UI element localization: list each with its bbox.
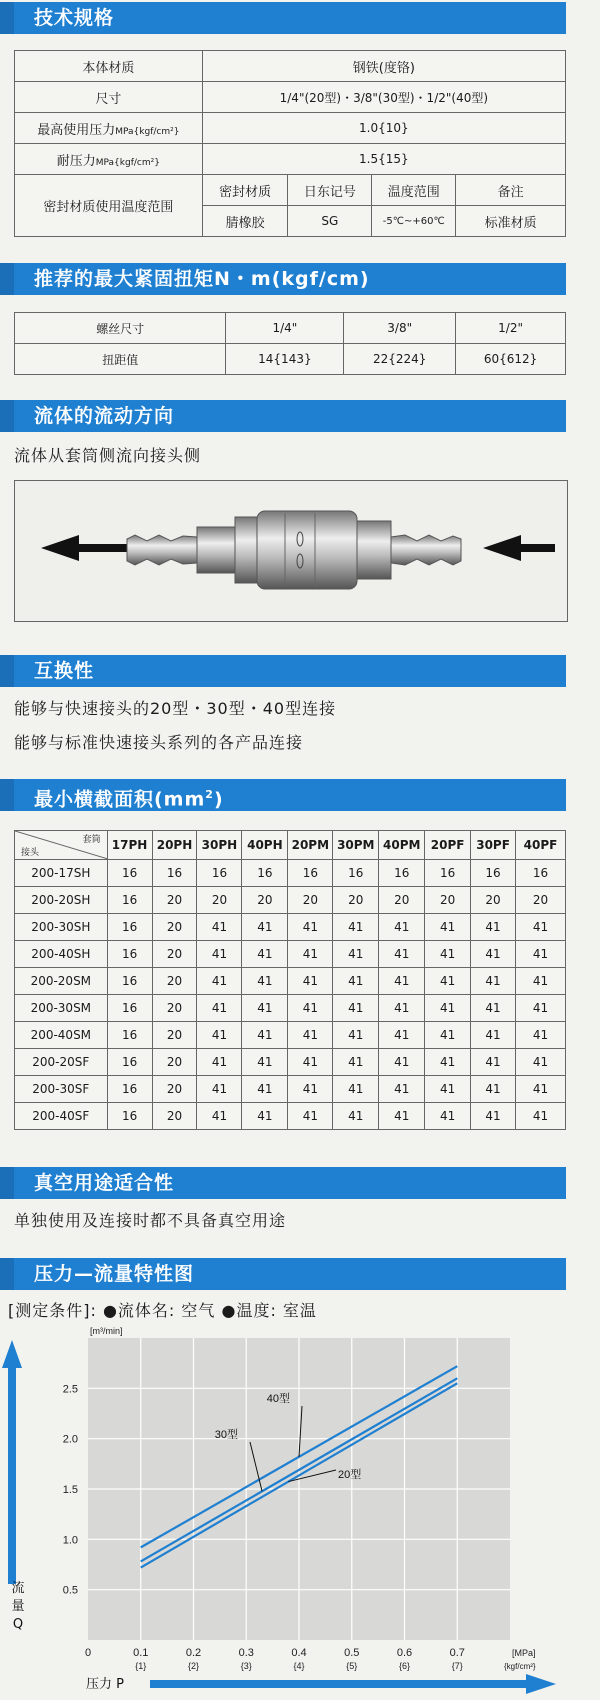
x-axis-arrow-shaft — [150, 1680, 530, 1688]
torque-table — [14, 312, 566, 375]
torque-size: 1/2" — [456, 313, 566, 344]
x-tick-label: 0.3 — [238, 1647, 254, 1659]
x-tick-label: 0.1 — [133, 1647, 149, 1659]
table-cell: 41 — [425, 1022, 471, 1049]
y-axis-arrow-shaft — [8, 1364, 16, 1584]
table-cell: 20 — [288, 887, 333, 914]
seal-value: -5℃~+60℃ — [372, 206, 456, 237]
table-cell: 41 — [425, 1103, 471, 1130]
y-axis-label-char: 量 — [11, 1599, 25, 1614]
table-cell: 41 — [197, 1076, 242, 1103]
row-label: 200-20SH — [15, 887, 108, 914]
table-cell: 41 — [288, 968, 333, 995]
table-cell: 16 — [242, 860, 288, 887]
x-axis-label: 压力 P — [86, 1677, 124, 1692]
x-unit-label: [MPa] — [512, 1648, 536, 1658]
table-row — [15, 1076, 566, 1103]
table-cell: 16 — [107, 968, 152, 995]
section-header-min-area — [0, 779, 566, 811]
min-area-body — [15, 860, 566, 1130]
table-cell: 16 — [107, 1022, 152, 1049]
table-cell: 41 — [425, 941, 471, 968]
table-cell: 41 — [471, 914, 516, 941]
table-row — [15, 344, 566, 375]
table-cell: 41 — [425, 995, 471, 1022]
table-cell: 41 — [242, 941, 288, 968]
vacuum-text: 单独使用及连接时都不具备真空用途 — [14, 1211, 287, 1230]
pressure-flow-chart — [0, 1320, 600, 1700]
table-cell: 20 — [152, 1103, 197, 1130]
series-label: 20型 — [338, 1469, 362, 1481]
table-cell: 41 — [516, 995, 566, 1022]
series-label: 30型 — [214, 1429, 238, 1441]
coupler-icon — [127, 511, 461, 589]
y-tick-label: 2.0 — [62, 1433, 78, 1446]
corner-bottom-label: 接头 — [21, 848, 40, 858]
section-header-flow — [0, 400, 566, 432]
table-cell: 41 — [516, 1049, 566, 1076]
torque-size: 3/8" — [344, 313, 456, 344]
x-tick-label: 0.2 — [185, 1647, 202, 1659]
table-cell: 41 — [333, 914, 379, 941]
table-cell: 41 — [288, 995, 333, 1022]
column-header: 30PM — [333, 831, 379, 860]
table-cell: 41 — [197, 1103, 242, 1130]
x-tick-sub-label: {6} — [398, 1661, 411, 1671]
section-title-tail: ) — [213, 788, 224, 811]
row-label: 200-17SH — [15, 860, 108, 887]
table-cell: 16 — [107, 941, 152, 968]
spec-maxp-unit: MPa{kgf/cm²} — [115, 126, 180, 137]
section-title-sup: 2 — [205, 788, 214, 801]
table-cell: 41 — [288, 1049, 333, 1076]
y-unit-label: [m³/min] — [90, 1326, 123, 1336]
min-area-table — [14, 830, 566, 1130]
table-cell: 20 — [152, 968, 197, 995]
torque-row-label: 扭距值 — [15, 344, 226, 375]
row-label: 200-30SF — [15, 1076, 108, 1103]
column-header: 17PH — [107, 831, 152, 860]
table-cell: 20 — [152, 941, 197, 968]
table-cell: 41 — [242, 1103, 288, 1130]
table-cell: 41 — [516, 1022, 566, 1049]
table-header-row — [15, 831, 566, 860]
x-tick-sub-label: {7} — [451, 1661, 463, 1671]
corner-top-label: 套筒 — [82, 835, 101, 845]
table-cell: 16 — [516, 860, 566, 887]
row-label: 200-40SF — [15, 1103, 108, 1130]
table-row — [15, 860, 566, 887]
x-tick-label: 0 — [84, 1647, 92, 1659]
flow-diagram — [14, 480, 568, 622]
table-cell: 41 — [333, 1103, 379, 1130]
table-cell: 41 — [379, 941, 425, 968]
spec-maxp-label: 最高使用压力 — [37, 122, 116, 138]
table-cell: 16 — [152, 860, 197, 887]
x-tick-label: 0.5 — [344, 1647, 360, 1659]
section-header-torque — [0, 263, 566, 295]
spec-proof-label: 耐压力 — [56, 153, 96, 169]
table-cell: 41 — [197, 941, 242, 968]
x-tick-sub-label: {1} — [135, 1661, 147, 1671]
table-cell: 41 — [288, 1103, 333, 1130]
table-cell: 41 — [471, 1076, 516, 1103]
table-cell: 41 — [425, 1076, 471, 1103]
x-tick-sub-label: {5} — [346, 1661, 358, 1671]
table-cell: 41 — [333, 941, 379, 968]
table-cell: 41 — [516, 914, 566, 941]
table-cell: 41 — [333, 1022, 379, 1049]
table-cell: 41 — [471, 995, 516, 1022]
table-cell: 16 — [107, 995, 152, 1022]
y-tick-label: 0.5 — [62, 1584, 78, 1597]
table-cell: 20 — [152, 995, 197, 1022]
table-cell: 16 — [333, 860, 379, 887]
spec-maxp-value: 1.0{10} — [202, 113, 565, 144]
interchange-line-2: 能够与标准快速接头系列的各产品连接 — [14, 733, 304, 752]
coupler-illustration — [15, 481, 567, 621]
table-cell: 41 — [425, 1049, 471, 1076]
y-axis-label-char: 流 — [11, 1581, 25, 1596]
spec-body-label: 本体材质 — [15, 51, 203, 82]
table-cell: 41 — [516, 1076, 566, 1103]
x-tick-sub-label: {2} — [187, 1661, 200, 1671]
table-cell: 41 — [288, 914, 333, 941]
table-cell: 20 — [516, 887, 566, 914]
table-row — [15, 941, 566, 968]
table-row — [15, 1103, 566, 1130]
y-axis-arrow-head — [2, 1340, 22, 1368]
table-cell: 41 — [379, 1076, 425, 1103]
table-cell: 16 — [107, 914, 152, 941]
table-cell: 20 — [197, 887, 242, 914]
table-cell: 16 — [107, 860, 152, 887]
table-cell: 16 — [107, 887, 152, 914]
x-tick-sub-label: {3} — [240, 1661, 252, 1671]
table-cell: 41 — [516, 941, 566, 968]
table-row — [15, 887, 566, 914]
seal-value: 腈橡胶 — [202, 206, 288, 237]
table-cell: 16 — [197, 860, 242, 887]
spec-seal-label: 密封材质使用温度范围 — [15, 175, 203, 237]
table-cell: 41 — [516, 968, 566, 995]
table-cell: 16 — [379, 860, 425, 887]
spec-proof-unit: MPa{kgf/cm²} — [95, 157, 160, 168]
table-row — [15, 175, 566, 206]
table-cell: 20 — [471, 887, 516, 914]
x-tick-label: 0.6 — [396, 1647, 413, 1659]
row-label: 200-20SF — [15, 1049, 108, 1076]
section-header-interchange — [0, 655, 566, 687]
row-label: 200-40SM — [15, 1022, 108, 1049]
section-header-vacuum — [0, 1167, 566, 1199]
table-cell: 41 — [333, 1076, 379, 1103]
table-cell: 20 — [152, 1076, 197, 1103]
seal-header: 日东记号 — [288, 175, 372, 206]
table-cell: 41 — [288, 1076, 333, 1103]
table-cell: 41 — [197, 968, 242, 995]
spec-size-label: 尺寸 — [15, 82, 203, 113]
section-header-spec — [0, 2, 566, 34]
spec-maxp-cell — [15, 113, 203, 144]
table-cell: 41 — [471, 1049, 516, 1076]
table-row — [15, 313, 566, 344]
table-cell: 41 — [197, 1049, 242, 1076]
section-title: 推荐的最大紧固扭矩N・m(kgf/cm) — [34, 268, 370, 290]
seal-header: 温度范围 — [372, 175, 456, 206]
table-cell: 41 — [242, 1022, 288, 1049]
table-cell: 41 — [242, 995, 288, 1022]
section-title: 互换性 — [34, 660, 95, 682]
flow-text: 流体从套筒侧流向接头侧 — [14, 446, 202, 465]
column-header: 20PF — [425, 831, 471, 860]
table-row — [15, 968, 566, 995]
table-cell: 41 — [471, 968, 516, 995]
table-cell: 16 — [425, 860, 471, 887]
table-row — [15, 1049, 566, 1076]
table-row — [15, 1022, 566, 1049]
table-cell: 41 — [288, 941, 333, 968]
table-cell: 41 — [242, 968, 288, 995]
column-header: 40PH — [242, 831, 288, 860]
x-axis-arrow-head — [526, 1674, 556, 1694]
torque-size: 1/4" — [226, 313, 344, 344]
x-tick-label: 0.4 — [291, 1647, 307, 1659]
table-cell: 41 — [379, 1103, 425, 1130]
table-cell: 41 — [516, 1103, 566, 1130]
table-cell: 41 — [379, 914, 425, 941]
left-arrow-icon — [41, 535, 133, 561]
column-header: 30PH — [197, 831, 242, 860]
table-row — [15, 914, 566, 941]
table-cell: 41 — [471, 1022, 516, 1049]
table-cell: 41 — [379, 968, 425, 995]
column-header: 40PF — [516, 831, 566, 860]
table-cell: 41 — [197, 1022, 242, 1049]
table-row — [15, 51, 566, 82]
table-row — [15, 82, 566, 113]
table-cell: 20 — [152, 887, 197, 914]
column-header: 20PM — [288, 831, 333, 860]
table-cell: 16 — [107, 1076, 152, 1103]
row-label: 200-20SM — [15, 968, 108, 995]
table-row — [15, 144, 566, 175]
section-title: 技术规格 — [34, 7, 115, 29]
spec-body-value: 钢铁(度铬) — [202, 51, 565, 82]
right-arrow-icon — [483, 535, 555, 561]
section-header-pq — [0, 1258, 566, 1290]
x-tick-sub-label: {4} — [293, 1661, 305, 1671]
table-cell: 41 — [333, 1049, 379, 1076]
section-title: 真空用途适合性 — [34, 1172, 175, 1194]
table-cell: 41 — [242, 1076, 288, 1103]
table-cell: 20 — [152, 914, 197, 941]
seal-header: 密封材质 — [202, 175, 288, 206]
table-cell: 20 — [425, 887, 471, 914]
table-cell: 20 — [333, 887, 379, 914]
spec-proof-cell — [15, 144, 203, 175]
table-cell: 20 — [152, 1049, 197, 1076]
table-corner — [15, 831, 108, 860]
row-label: 200-30SM — [15, 995, 108, 1022]
torque-value: 60{612} — [456, 344, 566, 375]
section-title: 压力—流量特性图 — [34, 1263, 195, 1285]
table-cell: 41 — [379, 1049, 425, 1076]
table-cell: 16 — [107, 1049, 152, 1076]
table-cell: 16 — [288, 860, 333, 887]
table-cell: 20 — [152, 1022, 197, 1049]
spec-size-value: 1/4"(20型)・3/8"(30型)・1/2"(40型) — [202, 82, 565, 113]
table-cell: 41 — [379, 995, 425, 1022]
spec-proof-value: 1.5{15} — [202, 144, 565, 175]
table-cell: 41 — [242, 914, 288, 941]
table-cell: 20 — [379, 887, 425, 914]
table-cell: 41 — [288, 1022, 333, 1049]
spec-table — [14, 50, 566, 237]
torque-value: 14{143} — [226, 344, 344, 375]
seal-value: 标准材质 — [456, 206, 566, 237]
table-cell: 41 — [425, 968, 471, 995]
table-cell: 41 — [471, 1103, 516, 1130]
seal-value: SG — [288, 206, 372, 237]
table-cell: 41 — [242, 1049, 288, 1076]
torque-row-label: 螺丝尺寸 — [15, 313, 226, 344]
y-axis-label-char: Q — [12, 1617, 24, 1632]
seal-header: 备注 — [456, 175, 566, 206]
column-header: 20PH — [152, 831, 197, 860]
section-title: 流体的流动方向 — [34, 405, 175, 427]
y-tick-label: 2.5 — [62, 1383, 78, 1396]
column-header: 30PF — [471, 831, 516, 860]
table-cell: 16 — [107, 1103, 152, 1130]
table-cell: 41 — [425, 914, 471, 941]
x-tick-label: 0.7 — [449, 1647, 465, 1659]
table-cell: 41 — [379, 1022, 425, 1049]
x-unit-sub-label: {kgf/cm²} — [504, 1662, 536, 1671]
table-cell: 41 — [197, 914, 242, 941]
interchange-line-1: 能够与快速接头的20型・30型・40型连接 — [14, 699, 337, 718]
table-cell: 16 — [471, 860, 516, 887]
series-label: 40型 — [266, 1393, 290, 1405]
table-row — [15, 113, 566, 144]
section-title: 最小横截面积(mm — [34, 788, 206, 811]
y-tick-label: 1.0 — [62, 1534, 78, 1547]
table-row — [15, 995, 566, 1022]
table-cell: 41 — [197, 995, 242, 1022]
table-cell: 41 — [471, 941, 516, 968]
y-tick-label: 1.5 — [62, 1484, 78, 1496]
measurement-conditions: [测定条件]: ●流体名: 空气 ●温度: 室温 — [8, 1301, 317, 1320]
table-cell: 41 — [333, 995, 379, 1022]
table-cell: 20 — [242, 887, 288, 914]
row-label: 200-30SH — [15, 914, 108, 941]
torque-value: 22{224} — [344, 344, 456, 375]
row-label: 200-40SH — [15, 941, 108, 968]
table-cell: 41 — [333, 968, 379, 995]
column-header: 40PM — [379, 831, 425, 860]
